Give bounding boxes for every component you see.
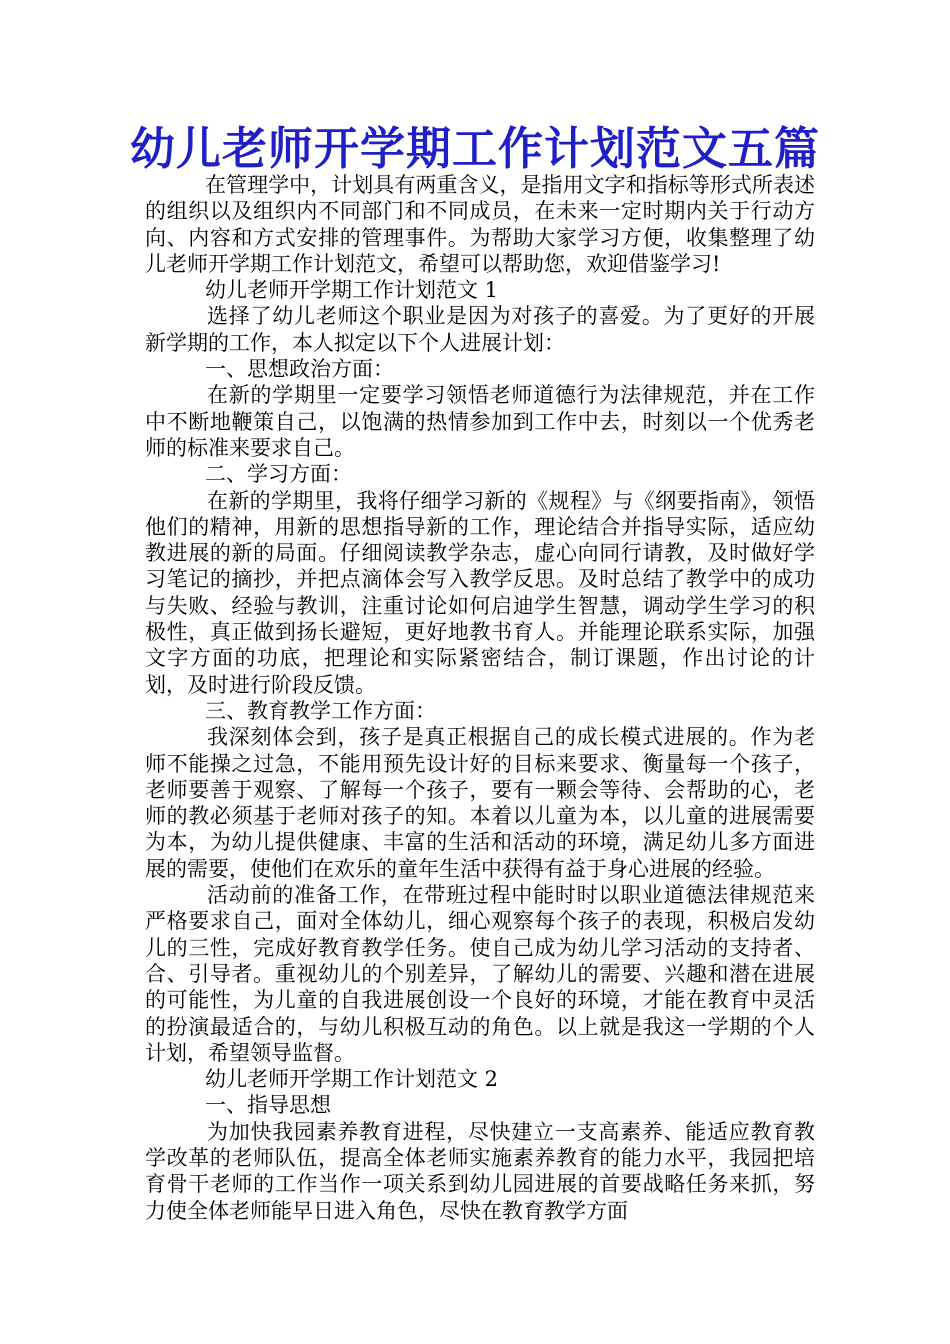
- paragraph-preparation: 活动前的准备工作，在带班过程中能时时以职业道德法律规范来严格要求自己，面对全体幼儿，细心观察每个孩子的表现，积极启发幼儿的三性，完成好教育教学任务。使自己成为幼儿学习活动的支持者、合、引导者。重视幼儿的个别差异，了解幼儿的需要、兴趣和潜在进展的可能性，为儿童的自我进展创设一个良好的环境，才能在教育中灵活的扮演最适合的，与幼儿积极互动的角色。以上就是我这一学期的个人计划，希望领导监督。: [145, 883, 815, 1065]
- paragraph-sample-1-intro: 选择了幼儿老师这个职业是因为对孩子的喜爱。为了更好的开展新学期的工作，本人拟定以下个人进展计划：: [145, 304, 815, 355]
- paragraph-teaching: 我深刻体会到，孩子是真正根据自己的成长模式进展的。作为老师不能操之过急，不能用预先设计好的目标来要求、衡量每一个孩子，老师要善于观察、了解每一个孩子，要有一颗会等待、会帮助的心，老师的教必须基于老师对孩子的知。本着以儿童为本，以儿童的进展需要为本，为幼儿提供健康、丰富的生活和活动的环境，满足幼儿多方面进展的需要，使他们在欢乐的童年生活中获得有益于身心进展的经验。: [145, 725, 815, 881]
- section-heading-sample-1: 幼儿老师开学期工作计划范文 1: [205, 278, 499, 303]
- section-heading-sample-2: 幼儿老师开学期工作计划范文 2: [205, 1067, 499, 1092]
- subheading-ideology: 一、思想政治方面：: [205, 357, 394, 382]
- subheading-guiding-thought: 一、指导思想: [205, 1093, 331, 1118]
- document-title: 幼儿老师开学期工作计划范文五篇: [129, 122, 820, 175]
- subheading-teaching: 三、教育教学工作方面：: [205, 698, 436, 723]
- subheading-study: 二、学习方面：: [205, 462, 352, 487]
- paragraph-study: 在新的学期里，我将仔细学习新的《规程》与《纲要指南》，领悟他们的精神，用新的思想指导新的工作，理论结合并指导实际，适应幼教进展的新的局面。仔细阅读教学杂志，虚心向同行请教，及时做好学习笔记的摘抄，并把点滴体会写入教学反思。及时总结了教学中的成功与失败、经验与教训，注重讨论如何启迪学生智慧，调动学生学习的积极性，真正做到扬长避短，更好地教书育人。并能理论联系实际，加强文字方面的功底，把理论和实际紧密结合，制订课题，作出讨论的计划，及时进行阶段反馈。: [145, 488, 815, 697]
- paragraph-ideology: 在新的学期里一定要学习领悟老师道德行为法律规范，并在工作中不断地鞭策自己，以饱满的热情参加到工作中去，时刻以一个优秀老师的标准来要求自己。: [145, 383, 815, 460]
- document-body: [145, 172, 815, 1224]
- intro-paragraph: 在管理学中，计划具有两重含义，是指用文字和指标等形式所表述的组织以及组织内不同部门和不同成员，在未来一定时期内关于行动方向、内容和方式安排的管理事件。为帮助大家学习方便，收集整理了幼儿老师开学期工作计划范文，希望可以帮助您，欢迎借鉴学习!: [145, 173, 815, 276]
- paragraph-guiding-thought: 为加快我园素养教育进程，尽快建立一支高素养、能适应教育教学改革的老师队伍，提高全体老师实施素养教育的能力水平，我园把培育骨干老师的工作当作一项关系到幼儿园进展的首要战略任务来抓，努力使全体老师能早日进入角色，尽快在教育教学方面: [145, 1119, 815, 1223]
